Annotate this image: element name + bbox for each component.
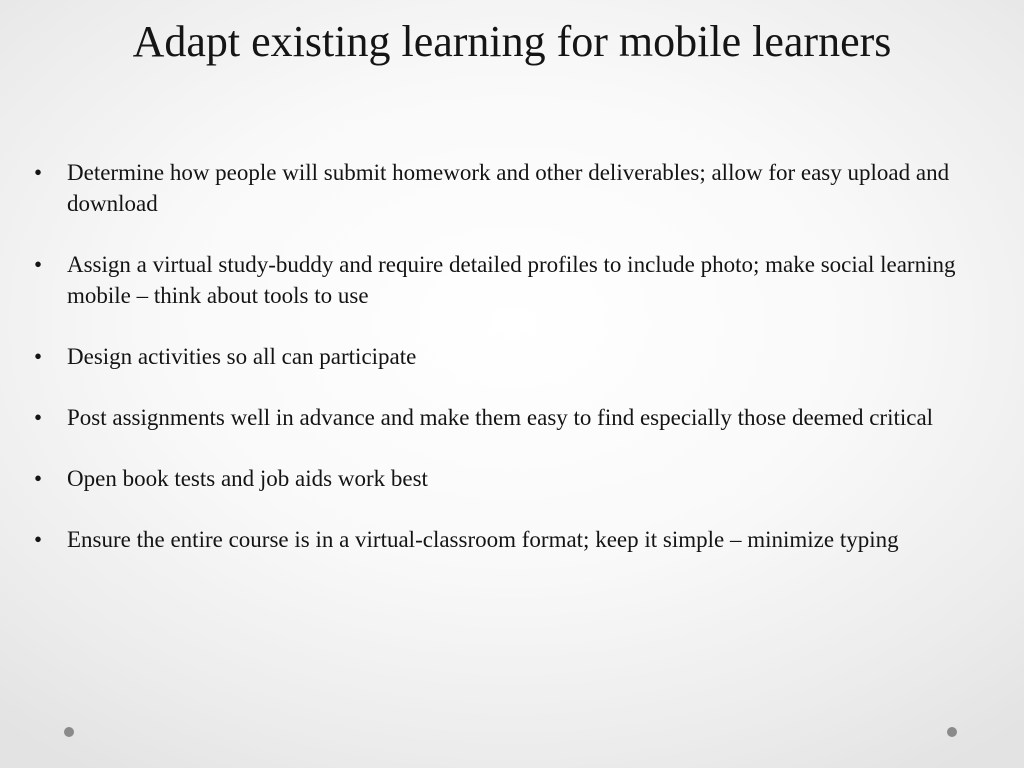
bullet-marker: • xyxy=(34,344,43,369)
bullet-list xyxy=(30,157,980,585)
bullet-marker: • xyxy=(34,160,43,185)
decorative-dot-right xyxy=(947,727,957,737)
bullet-item xyxy=(30,463,980,494)
bullet-marker: • xyxy=(34,527,43,552)
bullet-text: Open book tests and job aids work best xyxy=(67,466,428,491)
bullet-item xyxy=(30,402,980,433)
decorative-dot-left xyxy=(64,727,74,737)
bullet-text: Ensure the entire course is in a virtual-classroom format; keep it simple – minimize typing xyxy=(67,527,899,552)
bullet-text: Post assignments well in advance and make them easy to find especially those deemed critical xyxy=(67,405,934,430)
bullet-marker: • xyxy=(34,252,43,277)
bullet-text: Assign a virtual study-buddy and require detailed profiles to include photo; make social learning mobile – think about tools to use xyxy=(67,252,956,308)
bullet-text: Design activities so all can participate xyxy=(67,344,417,369)
bullet-item xyxy=(30,249,980,311)
bullet-item xyxy=(30,524,980,555)
bullet-item xyxy=(30,157,980,219)
bullet-item xyxy=(30,341,980,372)
bullet-text: Determine how people will submit homework and other deliverables; allow for easy upload and download xyxy=(67,160,950,216)
bullet-marker: • xyxy=(34,405,43,430)
bullet-marker: • xyxy=(34,466,43,491)
slide-title: Adapt existing learning for mobile learners xyxy=(132,17,892,66)
